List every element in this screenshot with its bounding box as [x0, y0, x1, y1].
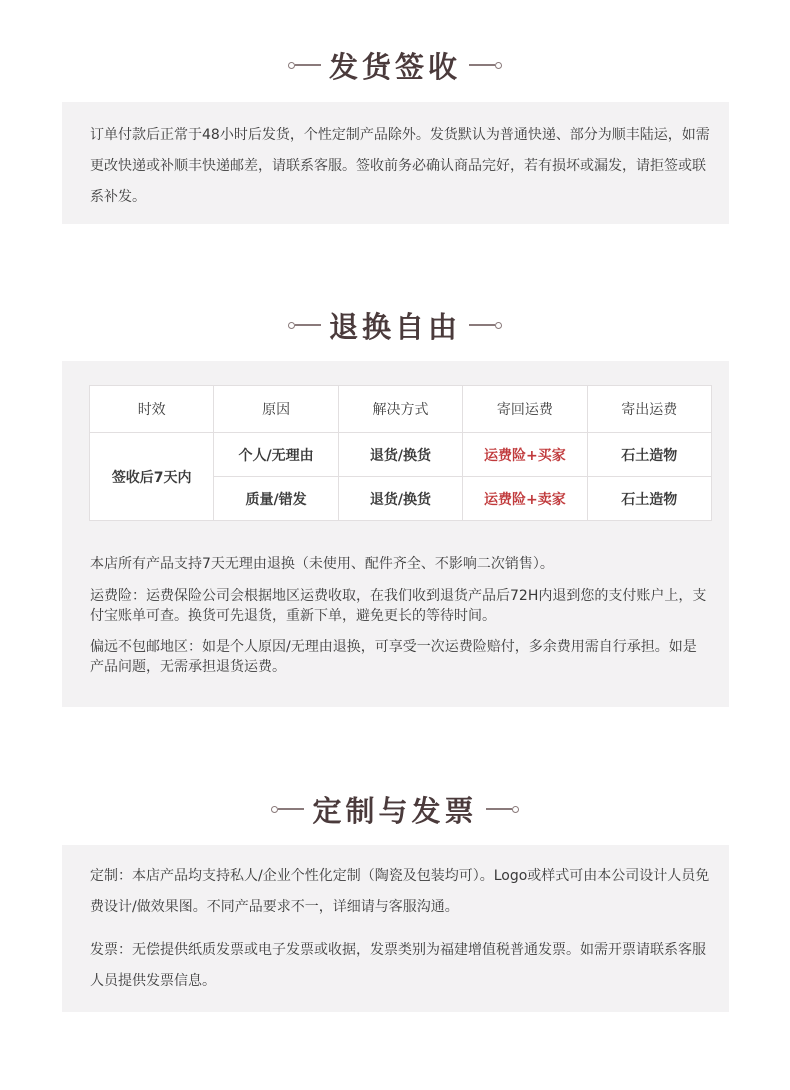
title-decoration-left [271, 806, 304, 813]
return-fee-cell: 运费险+卖家 [463, 477, 587, 521]
custom-section-header [0, 789, 790, 829]
title-decoration-left [288, 62, 321, 69]
returns-table-header-row [90, 386, 712, 433]
returns-note-insurance: 运费险：运费保险公司会根据地区运费收取，在我们收到退货产品后72H内退到您的支付账户上，支付宝账单可查。换货可先退货，重新下单，避免更长的等待时间。 [90, 588, 707, 624]
table-header-send-fee: 寄出运费 [587, 386, 711, 433]
table-row [90, 433, 712, 477]
customization-text: 定制：本店产品均支持私人/企业个性化定制（陶瓷及包装均可）。Logo或样式可由本公司设计人员免费设计/做效果图。不同产品要求不一，详细请与客服沟通。 [90, 868, 710, 915]
method-cell: 退货/换货 [338, 477, 462, 521]
returns-section-header [0, 305, 790, 345]
send-fee-cell: 石土造物 [587, 433, 711, 477]
shipping-text: 订单付款后正常于48小时后发货，个性定制产品除外。发货默认为普通快递、部分为顺丰陆运，如需更改快递或补顺丰快递邮差，请联系客服。签收前务必确认商品完好，若有损坏或漏发，请拒签或联系补发。 [90, 127, 710, 205]
table-header-method: 解决方式 [338, 386, 462, 433]
reason-cell: 个人/无理由 [214, 433, 338, 477]
reason-cell: 质量/错发 [214, 477, 338, 521]
shipping-section-title: 发货签收 [328, 49, 461, 84]
title-decoration-left [288, 322, 321, 329]
returns-note-remote: 偏远不包邮地区：如是个人原因/无理由退换，可享受一次运费险赔付，多余费用需自行承担。如是产品问题，无需承担退货运费。 [90, 639, 697, 675]
returns-note-policy: 本店所有产品支持7天无理由退换（未使用、配件齐全、不影响二次销售）。 [90, 556, 554, 572]
period-cell: 签收后7天内 [90, 433, 214, 521]
returns-panel [62, 361, 729, 707]
invoice-text: 发票：无偿提供纸质发票或电子发票或收据，发票类别为福建增值税普通发票。如需开票请联系客服人员提供发票信息。 [90, 942, 706, 989]
title-decoration-right [469, 322, 502, 329]
returns-table [89, 385, 712, 521]
send-fee-cell: 石土造物 [587, 477, 711, 521]
shipping-section-header [0, 45, 790, 85]
table-header-period: 时效 [90, 386, 214, 433]
table-header-reason: 原因 [214, 386, 338, 433]
custom-panel [62, 845, 729, 1012]
method-cell: 退货/换货 [338, 433, 462, 477]
return-fee-cell: 运费险+买家 [463, 433, 587, 477]
title-decoration-right [469, 62, 502, 69]
shipping-panel [62, 102, 729, 224]
custom-section-title: 定制与发票 [312, 793, 478, 828]
table-header-return-fee: 寄回运费 [463, 386, 587, 433]
returns-section-title: 退换自由 [328, 309, 461, 344]
title-decoration-right [486, 806, 519, 813]
